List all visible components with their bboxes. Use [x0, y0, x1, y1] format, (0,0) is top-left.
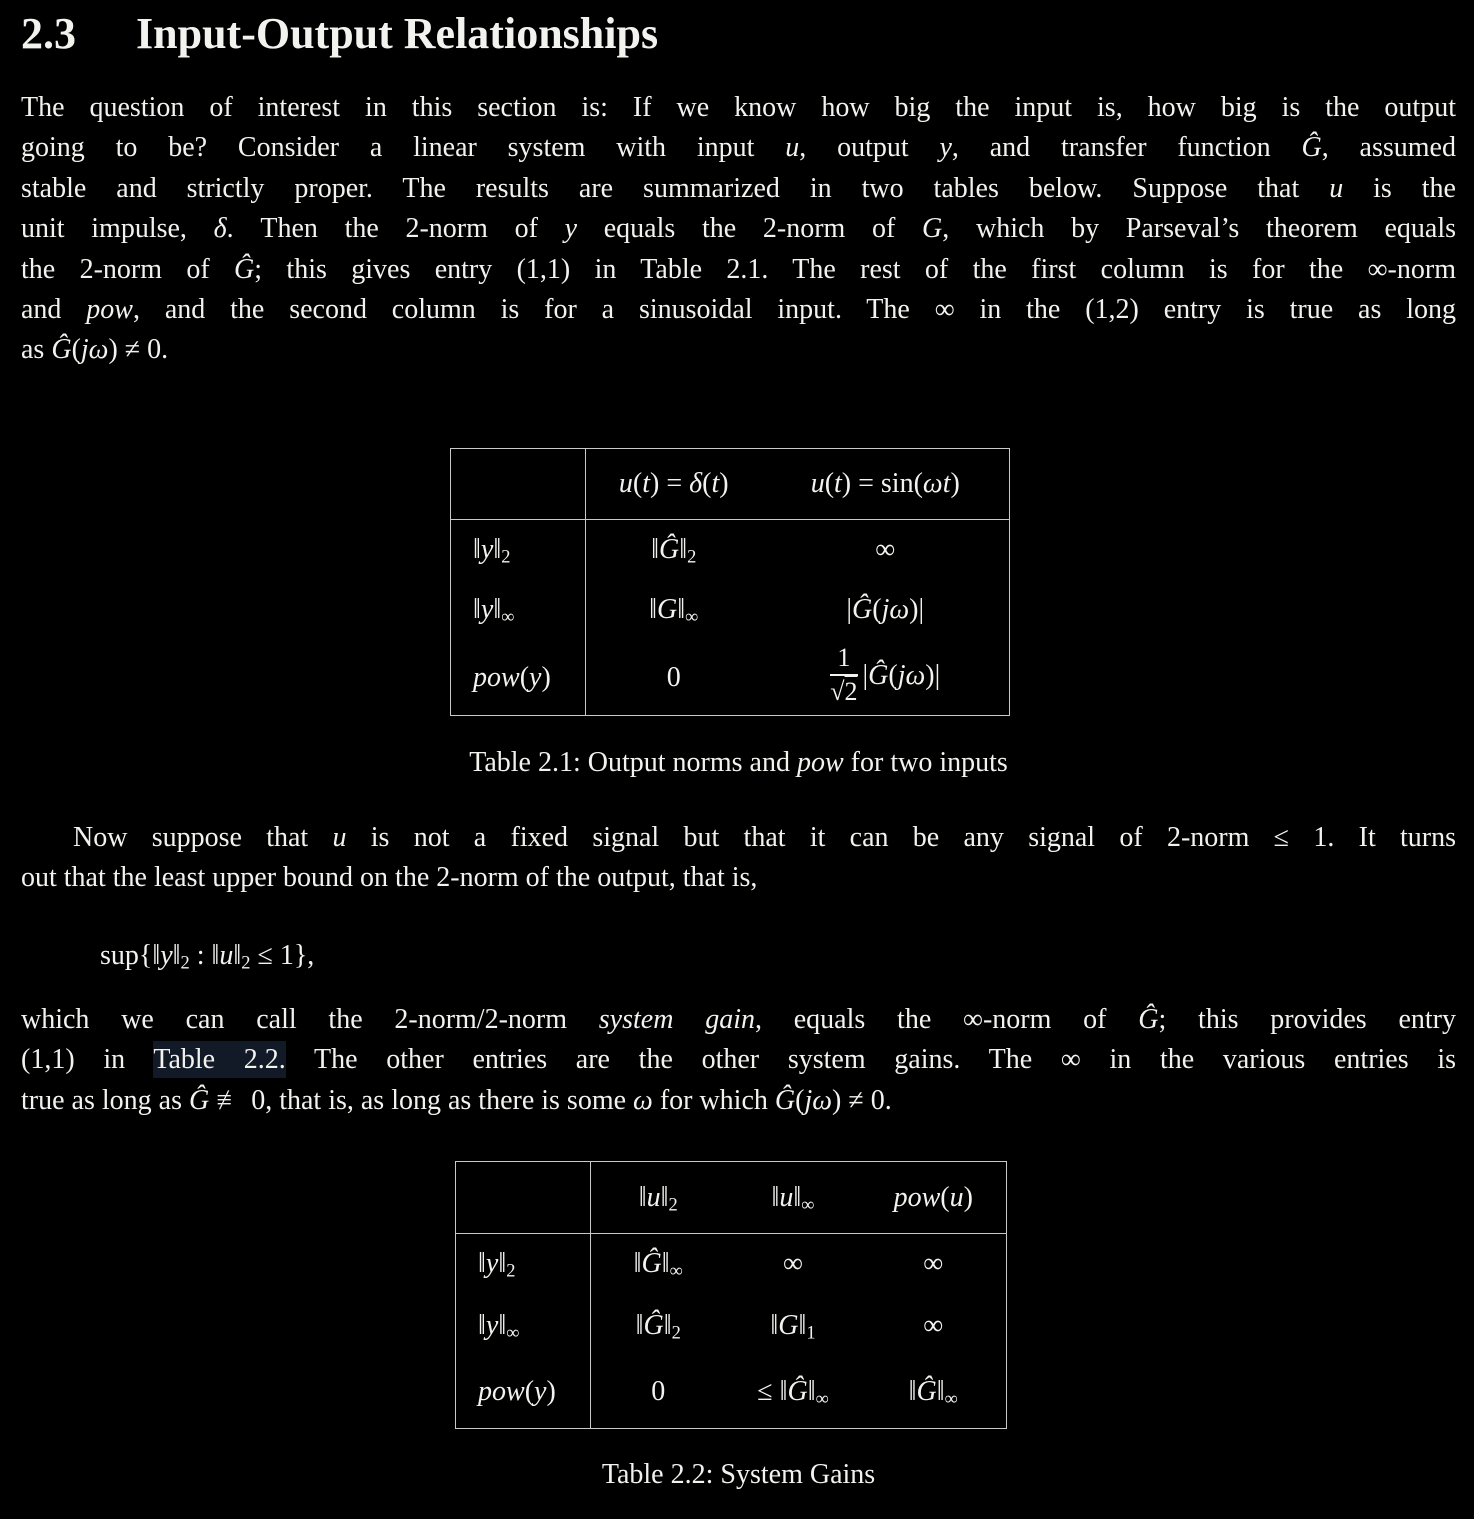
table-row: [456, 1234, 1007, 1295]
table-row: [451, 580, 1010, 641]
text-line: out that the least upper bound on the 2-norm of the output, that is,: [21, 862, 758, 894]
text-line: true as long as Ĝ ≢ 0, that is, as long as there is some ω for which Ĝ(jω) ≠ 0.: [21, 1084, 892, 1116]
table-cell: $‖Ĝ‖_\infty$: [908, 1376, 958, 1409]
section-heading: [21, 6, 658, 61]
table-2-2-caption: Table 2.2: System Gains: [601, 1459, 876, 1490]
table-cell: $‖y‖_2$: [451, 520, 586, 580]
display-formula: $sup\{‖y‖_2$ : $‖u‖_2 \le 1$},: [100, 940, 315, 973]
table-header-cell: [456, 1162, 591, 1234]
text-line: the 2-norm of Ĝ; this gives entry (1,1) in Table 2.1. The rest of the first column is for the ∞-norm: [21, 253, 1456, 285]
table-header-cell: $‖u‖_2$: [591, 1162, 726, 1234]
table-cell: ∞: [923, 1309, 944, 1341]
fraction: $\frac{1}{√2}$: [830, 643, 858, 707]
table-header-cell: [451, 449, 586, 520]
table-header-cell: $‖u‖_\infty$: [726, 1162, 861, 1234]
table-2-2: [455, 1161, 1007, 1429]
paragraph-2: [21, 818, 1456, 899]
math-expression: |Ĝ(jω)|: [862, 660, 941, 692]
table-2-1: [450, 448, 1010, 716]
table-cell: $‖G‖_\infty$: [649, 594, 699, 627]
table-header-cell: u(t) = sin(ωt): [762, 449, 1010, 520]
table-row: [456, 1357, 1007, 1429]
text-line: (1,1) in Table 2.2. The other entries are the other system gains. The ∞ in the various entries is: [21, 1044, 1456, 1076]
table-cell: [762, 641, 1010, 716]
table-cell: ≤ $‖Ĝ‖_\infty$: [757, 1376, 829, 1409]
text-line: stable and strictly proper. The results are summarized in two tables below. Suppose that u is the: [21, 172, 1456, 204]
table-cell: $‖Ĝ‖_2$: [651, 533, 697, 567]
table-cell: 0: [666, 661, 681, 693]
paragraph-1: [21, 88, 1456, 371]
text-line: The question of interest in this section is: If we know how big the input is, how big is the output: [21, 92, 1456, 123]
text-line: going to be? Consider a linear system with input u, output y, and transfer function Ĝ, assumed: [21, 132, 1456, 164]
table-cell: pow(y): [456, 1357, 591, 1429]
section-number: 2.3: [21, 9, 76, 58]
table-2-2-link[interactable]: Table 2.2.: [153, 1044, 286, 1076]
text-line: Now suppose that u is not a fixed signal but that it can be any signal of 2-norm ≤ 1. It turns: [73, 822, 1456, 853]
table-cell: $‖G‖_1$: [770, 1309, 816, 1343]
text-line: as Ĝ(jω) ≠ 0.: [21, 334, 169, 366]
paragraph-3: [21, 1000, 1456, 1121]
table-cell: $‖y‖_2$: [456, 1234, 591, 1295]
table-cell: $‖Ĝ‖_\infty$: [633, 1248, 683, 1281]
table-row: [451, 641, 1010, 716]
table-cell: ∞: [923, 1248, 944, 1280]
text-line: and pow, and the second column is for a sinusoidal input. The ∞ in the (1,2) entry is true as long: [21, 294, 1456, 326]
table-row: [456, 1295, 1007, 1357]
text-line: unit impulse, δ. Then the 2-norm of y equals the 2-norm of G, which by Parseval’s theorem equals: [21, 213, 1456, 245]
table-cell: pow(y): [451, 641, 586, 716]
section-title: Input-Output Relationships: [136, 9, 659, 58]
table-header-cell: pow(u): [861, 1162, 1007, 1234]
table-cell: ∞: [783, 1248, 803, 1280]
table-cell: $‖y‖_\infty$: [451, 580, 586, 641]
table-cell: $‖y‖_\infty$: [456, 1295, 591, 1357]
table-cell: |Ĝ(jω)|: [846, 594, 925, 625]
table-cell: $‖Ĝ‖_2$: [635, 1309, 681, 1343]
table-header-cell: u(t) = δ(t): [586, 449, 762, 520]
table-row: [451, 520, 1010, 580]
table-2-1-caption: Table 2.1: Output norms and pow for two inputs: [469, 747, 1008, 778]
table-cell: ∞: [875, 533, 896, 565]
text-line: which we can call the 2-norm/2-norm system gain, equals the ∞-norm of Ĝ; this provides entry: [21, 1004, 1456, 1035]
table-cell: 0: [651, 1376, 666, 1408]
